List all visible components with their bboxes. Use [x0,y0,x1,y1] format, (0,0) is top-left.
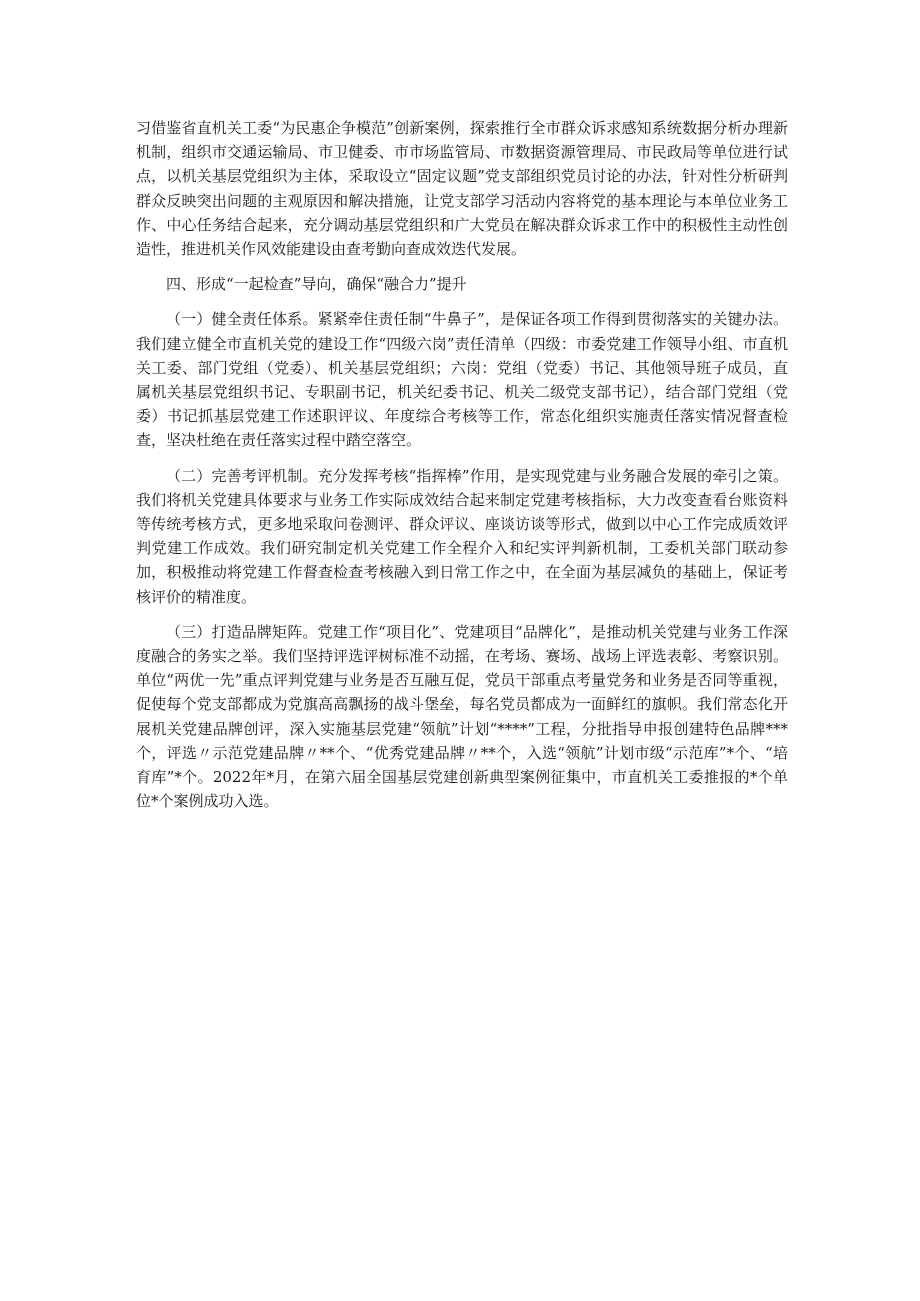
paragraph-continuation: 习借鉴省直机关工委“为民惠企争模范”创新案例，探索推行全市群众诉求感知系统数据分析办理新机制，组织市交通运输局、市卫健委、市市场监管局、市数据资源管理局、市民政局等单位进行试点，以机关基层党组织为主体，采取设立“固定议题”党支部组织党员讨论的办法，针对性分析研判群众反映突出问题的主观原因和解决措施，让党支部学习活动内容将党的基本理论与本单位业务工作、中心任务结合起来，充分调动基层党组织和广大党员在解决群众诉求工作中的积极性主动性创造性，推进机关作风效能建设由查考勤向查成效迭代发展。 [136,119,788,259]
paragraph-evaluation-mechanism: （二）完善考评机制。充分发挥考核“指挥棒”作用，是实现党建与业务融合发展的牵引之策。我们将机关党建具体要求与业务工作实际成效结合起来制定党建考核指标，大力改变查看台账资料等传统考核方式，更多地采取问卷测评、群众评议、座谈访谈等形式，做到以中心工作完成质效评判党建工作成效。我们研究制定机关党建工作全程介入和纪实评判新机制，工委机关部门联动参加，积极推动将党建工作督查检查考核融入到日常工作之中，在全面为基层减负的基础上，保证考核评价的精准度。 [136,466,788,606]
paragraph-brand-matrix: （三）打造品牌矩阵。党建工作“项目化”、党建项目“品牌化”，是推动机关党建与业务工作深度融合的务实之举。我们坚持评选评树标准不动摇，在考场、赛场、战场上评选表彰、考察识别。单位“两优一先”重点评判党建与业务是否互融互促，党员干部重点考量党务和业务是否同等重视，促使每个党支部都成为党旗高高飘扬的战斗堡垒，每名党员都成为一面鲜红的旗帜。我们常态化开展机关党建品牌创评，深入实施基层党建“领航”计划“****”工程，分批指导申报创建特色品牌***个，评选〃示范党建品牌〃**个、“优秀党建品牌〃**个，入选“领航”计划市级“示范库”*个、“培育库”*个。2022年*月，在第六届全国基层党建创新典型案例征集中，市直机关工委推报的*个单位*个案例成功入选。 [136,622,788,811]
section-heading-four: 四、形成“一起检查”导向，确保“融合力”提升 [166,275,467,294]
paragraph-responsibility-system: （一）健全责任体系。紧紧牵住责任制“牛鼻子”，是保证各项工作得到贯彻落实的关键办法。我们建立健全市直机关党的建设工作“四级六岗”责任清单（四级：市委党建工作领导小组、市直机关工委、部门党组（党委）、机关基层党组织；六岗：党组（党委）书记、其他领导班子成员，直属机关基层党组织书记、专职副书记，机关纪委书记、机关二级党支部书记），结合部门党组（党委）书记抓基层党建工作述职评议、年度综合考核等工作，常态化组织实施责任落实情况督查检查，坚决杜绝在责任落实过程中踏空落空。 [136,310,788,450]
document-page [136,116,788,824]
